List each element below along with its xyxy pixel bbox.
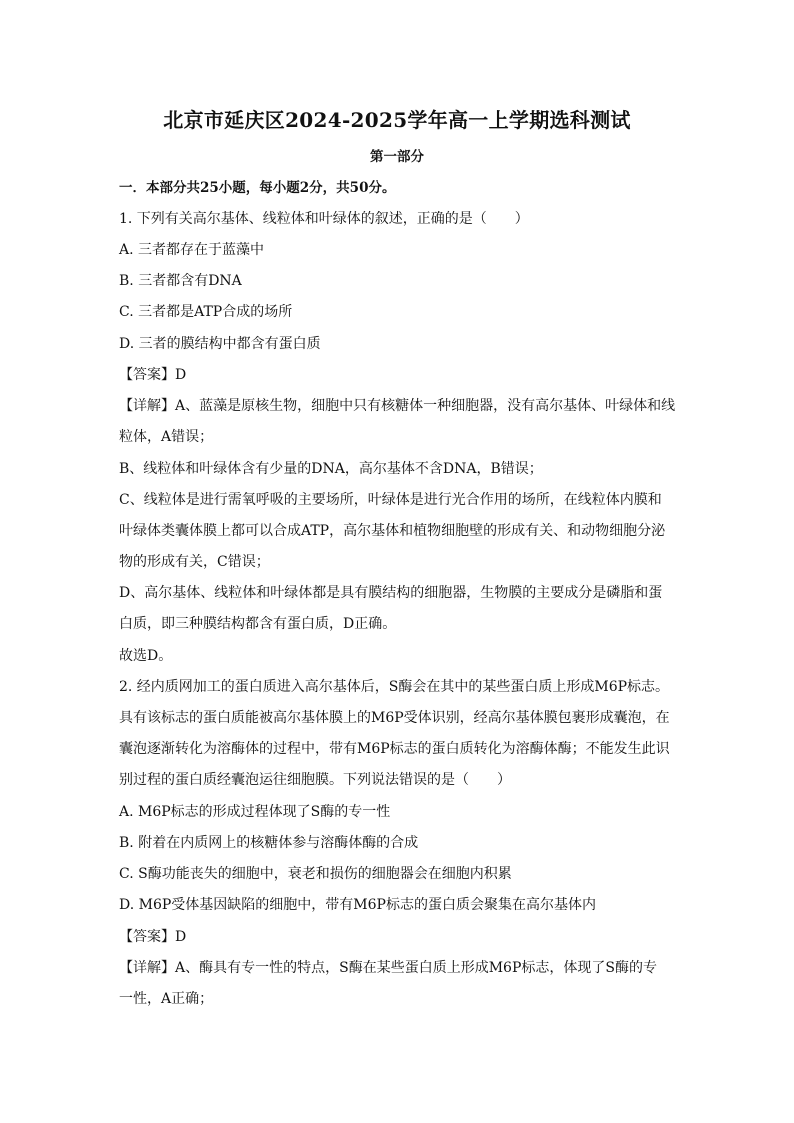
- question-1-option-b: B. 三者都含有DNA: [119, 273, 242, 289]
- question-1-detail-line: 叶绿体类囊体膜上都可以合成ATP，高尔基体和植物细胞壁的形成有关、和动物细胞分泌: [119, 523, 666, 539]
- question-2-option-d: D. M6P受体基因缺陷的细胞中，带有M6P标志的蛋白质会聚集在高尔基体内: [119, 897, 596, 913]
- question-2-option-b: B. 附着在内质网上的核糖体参与溶酶体酶的合成: [119, 835, 419, 851]
- question-1-detail-line: B、线粒体和叶绿体含有少量的DNA，高尔基体不含DNA，B错误；: [119, 461, 543, 477]
- question-2-option-a: A. M6P标志的形成过程体现了S酶的专一性: [119, 804, 391, 820]
- question-1-conclusion: 故选D。: [119, 648, 173, 664]
- question-2-answer: 【答案】D: [119, 929, 187, 945]
- question-1-option-a: A. 三者都存在于蓝藻中: [119, 242, 265, 258]
- question-1-detail-line: D、高尔基体、线粒体和叶绿体都是具有膜结构的细胞器，生物膜的主要成分是磷脂和蛋: [119, 585, 663, 601]
- page-title: 北京市延庆区2024-2025学年高一上学期选科测试: [163, 108, 631, 132]
- section-heading: 一．本部分共25小题，每小题2分，共50分。: [119, 180, 396, 196]
- question-1-detail-line: 物的形成有关，C错误；: [119, 554, 270, 570]
- question-2-stem-line: 2. 经内质网加工的蛋白质进入高尔基体后，S酶会在其中的某些蛋白质上形成M6P标志。: [119, 679, 670, 695]
- question-1-detail-line: 白质，即三种膜结构都含有蛋白质，D正确。: [119, 616, 397, 632]
- question-1-detail-line: C、线粒体是进行需氧呼吸的主要场所，叶绿体是进行光合作用的场所，在线粒体内膜和: [119, 492, 662, 508]
- question-1-answer: 【答案】D: [119, 367, 187, 383]
- question-1-detail-line: 粒体，A错误；: [119, 429, 214, 445]
- question-1-option-d: D. 三者的膜结构中都含有蛋白质: [119, 336, 321, 352]
- question-2-stem-line: 别过程的蛋白质经囊泡运往细胞膜。下列说法错误的是（ ）: [119, 772, 511, 788]
- question-1-detail-line: 【详解】A、蓝藻是原核生物，细胞中只有核糖体一种细胞器，没有高尔基体、叶绿体和线: [119, 398, 676, 414]
- question-2-option-c: C. S酶功能丧失的细胞中，衰老和损伤的细胞器会在细胞内积累: [119, 866, 512, 882]
- question-2-detail-line: 一性，A正确；: [119, 991, 214, 1007]
- question-2-stem-line: 具有该标志的蛋白质能被高尔基体膜上的M6P受体识别，经高尔基体膜包裹形成囊泡，在: [119, 710, 670, 726]
- question-1-option-c: C. 三者都是ATP合成的场所: [119, 304, 293, 320]
- question-2-stem-line: 囊泡逐渐转化为溶酶体的过程中，带有M6P标志的蛋白质转化为溶酶体酶；不能发生此识: [119, 741, 670, 757]
- part-heading: 第一部分: [370, 149, 424, 165]
- question-2-detail-line: 【详解】A、酶具有专一性的特点，S酶在某些蛋白质上形成M6P标志，体现了S酶的专: [119, 960, 657, 976]
- question-1-stem: 1. 下列有关高尔基体、线粒体和叶绿体的叙述，正确的是（ ）: [119, 211, 529, 227]
